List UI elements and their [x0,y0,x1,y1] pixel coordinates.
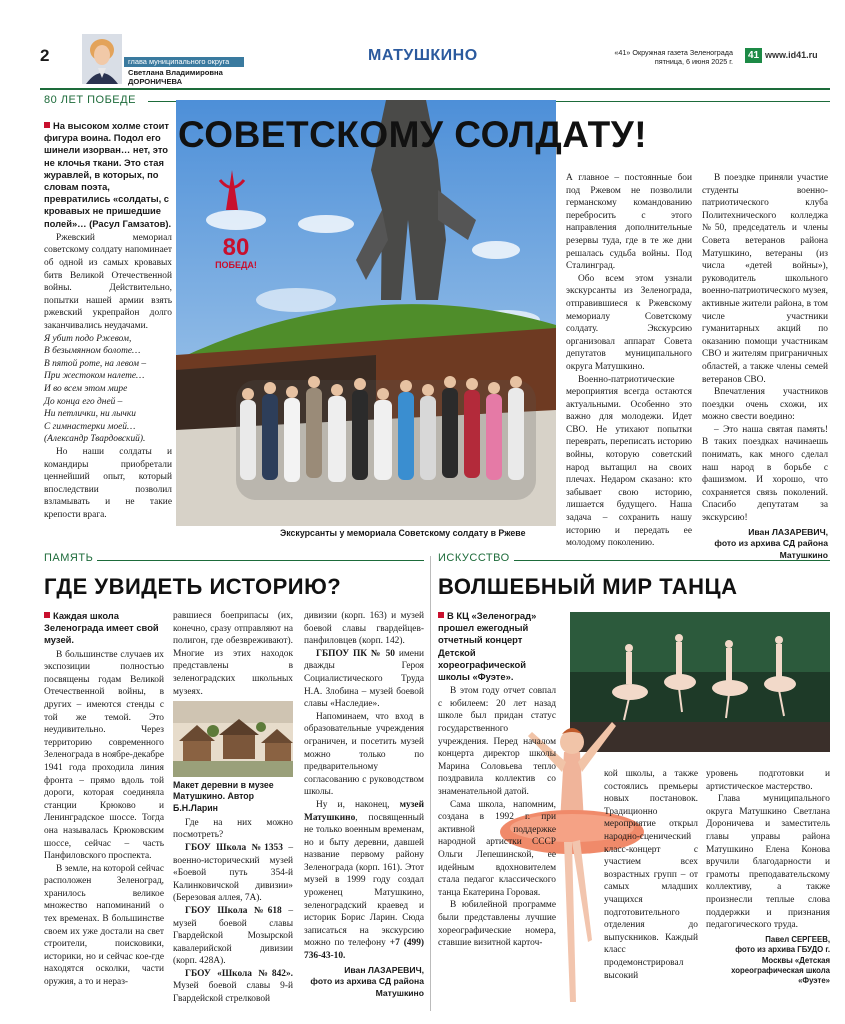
article1-col3-p2: Обо всем этом узнали экскурсанты из Зеленограда, отправившиеся к Ржевскому мемориалу Советскому солдату. Экскурсию организовал аппарат Совета депутатов муниципального округа Матушкино. [566,273,692,372]
article3-col1 [438,610,556,950]
article1-col3-p1: А главное – постоянные бои под Ржевом не позволили германскому командованию перебросить с этого направления дополнительные резервы туда, где в те же дни решалась судьба войны. Под Сталинград. [566,173,692,272]
paper-date: пятница, 6 июня 2025 г. [654,57,733,66]
rubric-80-years: 80 ЛЕТ ПОБЕДЕ [44,94,136,106]
victory-badge [210,236,262,270]
article2-c1-p1: В большинстве случаев их экспозиции полностью посвящены годам Великой Отечественной войны, в других – имеются стенды с той же темой. Это неудивительно. Через территорию современного Зеленограда в ноябре-декабре 1941 года проходила линия фронта – прямо вдоль той дороги, которая соединяла станции Крюково и Ленинградское шоссе. Тогда она называлась Крюковским шоссе, сейчас – часть Панфиловского проспекта. [44,649,164,862]
badge-word: ПОБЕДА! [215,260,257,270]
article2-c2-p4: ГБОУ Школа №618 – музей боевой славы Гвардейской Мозырской кавалерийской дивизии (корп. 428А). [173,905,294,967]
article2-c2-p5: ГБОУ «Школа №842». Музей боевой славы 9-й Гвардейской стрелковой [173,968,293,1005]
village-model-caption: Макет деревни в музее Матушкино. Автор Б.Н.Ларин [173,780,274,813]
article3-c2-p1: кой школы, а также состоялись премьеры новых постановок. Традиционно мероприятие открыл народно-сценический класс-концерт с участием всех возрастных групп – от самых младших учащихся подготовительного отделения до выпускников. Каждый класс продемонстрировал высокий [604,769,698,981]
article3-c3-p1: уровень подготовки и артистическое мастерство. [706,769,830,792]
article2-c3-p2: ГБПОУ ПК № 50 имени дважды Героя Социалистического Труда Н.А. Злобина – музей боевой славы «Наследие». [304,648,424,710]
article2-c3-p4: Ну и, наконец, музей Матушкино, посвященный не только военным временам, но и быту деревни, давшей название первому району Зеленограда (корп. 161). Этот музей в 1999 году создал уроженец Матушкино, зеленоградский краевед и историк Борис Ларин. Сюда записаться на экскурсию можно по телефону +7 (499) 736-43-10. [304,799,425,962]
official-portrait [82,34,122,84]
official-name [128,68,223,86]
article2-c2-p2: Где на них можно посмотреть? [173,817,293,841]
article2-signature: Иван ЛАЗАРЕВИЧ, фото из архива СД района Матушкино [310,964,424,998]
site-link[interactable]: www.id41.ru [765,50,818,60]
article2-c2-p1: равшиеся боеприпасы (их, конечно, сразу отправляют на полигон, где обезвреживают). Многие из этих находок представлены в зеленоградских школьных музеях. [173,611,293,697]
paper-info [578,48,733,66]
header-rule [40,88,830,90]
rubric-memory: ПАМЯТЬ [44,552,97,564]
article1-col4 [702,172,828,561]
headline-dance: ВОЛШЕБНЫЙ МИР ТАНЦА [438,574,738,599]
article2-c2-p3: ГБОУ Школа №1353 – военно-исторический музей «Боевой путь 354-й Калинковичской дивизии» (Березовая аллея, 7А). [173,842,294,904]
article3-c3-p2: Глава муниципального округа Матушкино Светлана Дороничева и заместитель главы управы района Матушкино Елена Конова вручили благодарности и грамоты преподавательскому коллективу, а также произнесли теплые слова поддержки и признания педагогического труда. [706,794,830,931]
article1-col3-p3: Военно-патриотические мероприятия всегда остаются актуальными. Особенно это важно для молодежи. Идет СВО. Не утихают попытки переврать, переписать историю войны, которую советский народ вытащил на своих плечах. Недаром сказано: кто забывает свою историю, лишается будущего. Наша задача – сохранить нашу историю и передать ее молодому поколению. [566,374,692,549]
article2-lead: Каждая школа Зеленограда имеет свой музей. [44,610,159,646]
article3-signature: Павел СЕРГЕЕВ, фото из архива ГБУДО г. Москвы «Детская хореографическая школа «Фуэте» [731,934,830,986]
article1-col4-p2: Впечатления участников поездки очень схожи, их можно свести воедино: [702,387,828,423]
rubric-art: ИСКУССТВО [438,552,514,564]
phone-number: +7 (499) 736-43-10. [304,938,425,962]
article2-c1-p2: В земле, на которой сейчас расположен Зеленоград, хранилось великое множество напоминаний о тех временах. В большинстве своем их уже достали на свет строители, поисковики, историки, но и сейчас кое-где находятся осколки, части оружия, а то и нераз- [44,863,164,988]
article3-c1-p2: Сама школа, напомним, создана в 1992 г. при активной поддержке народной артистки СССР Ольги Лепешинской, ее идейным вдохновителем стала педагог классического танца Екатерина Горовая. [438,799,556,898]
article1-lead: На высоком холме стоит фигура воина. Подол его шинели изорван… нет, это не клочья ткани. Это стая журавлей, в которых, по словам поэта, превратились «солдаты, с кровавых не пришедшие полей»… (Расул Гамзатов). [44,120,172,229]
headline-history: ГДЕ УВИДЕТЬ ИСТОРИЮ? [44,574,342,599]
article1-p2: Но наши солдаты и командиры приобретали ценнейший опыт, который впоследствии позволил взламывать и не такие крепости врага. [44,446,172,520]
article2-c3-p3: Напоминаем, что вход в образовательные учреждения ограничен, и посетить музей можно только по предварительному согласованию с руководством школы. [304,711,424,798]
paper-logo-icon: 41 [745,48,762,63]
official-name-line1: Светлана Владимировна [128,68,223,77]
article3-c1-p1: В этом году отчет совпал с юбилеем: 20 лет назад школе был придан статус государственного учреждения. Перед началом концерта директор школы Марина Соловьева тепло поздравила коллектив со знаменательной датой. [438,686,556,797]
article2-col3 [304,610,424,999]
article2-col1 [44,610,164,989]
poem: Я убит подо Ржевом, В безымянном болоте… В пятой роте, на левом – При жестоком налете… И во всем этом мире До конца его дней – Ни петлички, ни лычки С гимнастерки моей… (Александр Твардовский). [44,333,147,445]
village-model-photo [173,701,293,777]
badge-number: 80 [222,234,250,261]
article1-col3 [566,172,692,550]
column-separator [430,556,431,1011]
article1-signature: Иван ЛАЗАРЕВИЧ, фото из архива СД района Матушкино [714,526,828,560]
article3-col3 [706,768,830,987]
article3-c1-p3: В юбилейной программе были представлены лучшие хореографические номера, ставшие визитной карточ- [438,900,556,949]
article1-col4-p3: – Это наша святая память! В таких поездках начинаешь понимать, как много сделал наш народ в борьбе с фашизмом. И хорошо, что сохраняется связь поколений. Спасибо депутатам за экскурсию! [702,424,828,524]
headline-soldier: СОВЕТСКОМУ СОЛДАТУ! [178,114,648,155]
article2-c3-p1: дивизии (корп. 163) и музей боевой славы гвардейцев-панфиловцев (корп. 142). [304,611,424,647]
article1-p1: Ржевский мемориал советскому солдату напоминает об одной из самых кровавых битв Великой Отечественной войны. Действительно, попытки нашей армии взять ржевский укрепрайон долго заканчивались неудачами. [44,232,172,331]
article3-col2 [604,768,698,982]
memorial-photo-caption: Экскурсанты у мемориала Советскому солдату в Ржеве [280,528,526,538]
section-title: МАТУШКИНО [368,47,478,64]
official-title: глава муниципального округа [128,57,230,66]
page-number: 2 [40,46,50,65]
official-name-line2: ДОРОНИЧЕВА [128,77,183,86]
divider-memory [44,560,424,561]
article1-col1 [44,120,172,521]
paper-name: «41» Окружная газета Зеленограда [614,48,733,57]
official-title-bar [124,57,244,67]
article3-lead: В КЦ «Зеленоград» прошел ежегодный отчетный концерт Детской хореографической школы «Фуэте». [438,610,537,683]
article1-col4-p1: В поездке приняли участие студенты военно-патриотического клуба Политехнического колледжа №50, председатель и члены Совета ветеранов района Матушкино, ветераны (из числа «детей войны»), руководитель школьного военно-патриотического музея, активные жители района, в том числе участники гуманитарных акций по оказанию помощи участникам СВО и жителям приграничных областей, а также члены семей ветеранов СВО. [702,173,828,385]
article2-col2 [173,610,293,1006]
memorial-photo [176,100,556,526]
